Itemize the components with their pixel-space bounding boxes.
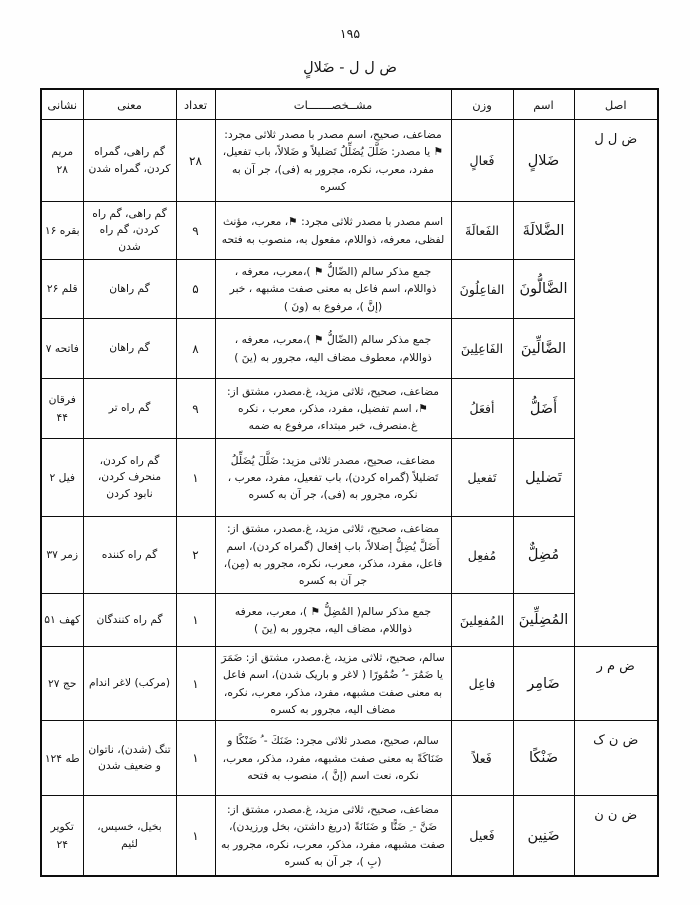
noun-cell: الضَّالُّونَ xyxy=(513,260,574,319)
meaning-cell: تنگ (شدن)، ناتوان و ضعيف شدن xyxy=(83,721,176,796)
pattern-cell: الفاعِلُونَ xyxy=(451,260,513,319)
pattern-cell: تَفعيل xyxy=(451,439,513,517)
count-cell: ۱ xyxy=(176,796,215,876)
table-row xyxy=(41,517,658,594)
count-cell: ۲ xyxy=(176,517,215,594)
pattern-cell: أفعَلُ xyxy=(451,379,513,439)
count-cell: ۲۸ xyxy=(176,120,215,202)
root-cell: ض ن ن xyxy=(574,796,658,876)
ref-cell: زمر ۳۷ xyxy=(41,517,83,594)
root-cell: ض ل ل xyxy=(574,120,658,647)
noun-cell: ضَنِين xyxy=(513,796,574,876)
meaning-cell: گم راه تر xyxy=(83,379,176,439)
noun-cell: ضَامِر xyxy=(513,647,574,721)
table-row xyxy=(41,647,658,721)
table-row xyxy=(41,319,658,379)
details-cell: سالم، صحيح، ثلاثى مزيد، غ.مصدر، مشتق از: ضَمَرَ يا ضَمُرَ - ُ ضُمُورًا ( لاغر و باريک شدن)، اسم فاعل به معنى صفت مشبهه، مفرد، مذكر، معرب، نكره، مضاف اليه، مجرور به كسره xyxy=(215,647,451,721)
pattern-cell: فاعِل xyxy=(451,647,513,721)
details-cell: سالم، صحيح، مصدر ثلاثى مجرد: ضَنَكَ - ُ ضَنْكًا و ضَنَاكَةً به معنى صفت مشبهه، مفرد، مذكر، معرب، نكره، نعت اسم (إنَّ )، منصوب به فتحه xyxy=(215,721,451,796)
header-asl: اصل xyxy=(574,89,658,120)
meaning-cell: گم راهان xyxy=(83,260,176,319)
noun-cell: مُضِلٌّ xyxy=(513,517,574,594)
count-cell: ۱ xyxy=(176,721,215,796)
page-title: ض ل ل - ضَلالٍ xyxy=(303,60,397,76)
concordance-table-wrap xyxy=(42,88,659,877)
details-cell: جمع مذكر سالم (الضّالُّ ⚑ )،معرب، معرفه ، ذواللام، اسم فاعل به معنى صفت مشبهه ، خبر (إنَّ )، مرفوع به (ونَ ) xyxy=(215,260,451,319)
header-mani: معنى xyxy=(83,89,176,120)
count-cell: ۵ xyxy=(176,260,215,319)
header-esm: اسم xyxy=(513,89,574,120)
meaning-cell: (مركب) لاغر اندام xyxy=(83,647,176,721)
details-cell: جمع مذكر سالم( المُضِلُّ ⚑ )، معرب، معرفه ذواللام، مضاف اليه، مجرور به (ينَ ) xyxy=(215,594,451,647)
pattern-cell: الفَعالَةَ xyxy=(451,202,513,260)
noun-cell: تَضليل xyxy=(513,439,574,517)
noun-cell: الضَّالِّينَ xyxy=(513,319,574,379)
pattern-cell: مُفعِل xyxy=(451,517,513,594)
count-cell: ۸ xyxy=(176,319,215,379)
table-row xyxy=(41,796,658,876)
meaning-cell: گم راهى، گمراه كردن، گمراه شدن xyxy=(83,120,176,202)
page-number: ۱۹۵ xyxy=(339,26,361,41)
details-cell: مضاعف، صحيح، مصدر ثلاثى مزيد: ضَلَّلَ يُضَلِّلُ تَضليلاً (گمراه كردن)، باب تفعيل، مفرد، معرب ، نكره، مجرور به (فى)، جر آن به كسره xyxy=(215,439,451,517)
noun-cell: المُضِلِّينَ xyxy=(513,594,574,647)
pattern-cell: المُفعِلينَ xyxy=(451,594,513,647)
meaning-cell: گم راهان xyxy=(83,319,176,379)
details-cell: مضاعف، صحيح، ثلاثى مزيد، غ.مصدر، مشتق از: ضَنَّ - ِ ضَنًّا و ضَنَانَةً (دريغ داشتن، بخل ورزيدن)، صفت مشبهه، مفرد، مذكر، معرب، نكره، مجرور به (بِ )، جر آن به كسره xyxy=(215,796,451,876)
noun-cell: أَضَلُّ xyxy=(513,379,574,439)
table-row xyxy=(41,594,658,647)
root-cell: ض ن ک xyxy=(574,721,658,796)
pattern-cell: فَعيل xyxy=(451,796,513,876)
ref-cell: بقره ۱۶ xyxy=(41,202,83,260)
concordance-table xyxy=(40,88,659,877)
ref-cell: فرقان ۴۴ xyxy=(41,379,83,439)
noun-cell: ضَنْكًا xyxy=(513,721,574,796)
pattern-cell: فَعلاً xyxy=(451,721,513,796)
header-vazn: وزن xyxy=(451,89,513,120)
meaning-cell: گم راه كنندگان xyxy=(83,594,176,647)
ref-cell: طه ۱۲۴ xyxy=(41,721,83,796)
pattern-cell: فَعالٍ xyxy=(451,120,513,202)
noun-cell: ضَلالٍ xyxy=(513,120,574,202)
meaning-cell: گم راه كردن، منحرف كردن، نابود كردن xyxy=(83,439,176,517)
header-neshani: نشانى xyxy=(41,89,83,120)
ref-cell: كهف ۵۱ xyxy=(41,594,83,647)
noun-cell: الضَّلالَةَ xyxy=(513,202,574,260)
meaning-cell: گم راهى، گم راه كردن، گم راه شدن xyxy=(83,202,176,260)
count-cell: ۱ xyxy=(176,594,215,647)
table-row xyxy=(41,260,658,319)
table-row xyxy=(41,379,658,439)
details-cell: جمع مذكر سالم (الضّالُّ ⚑ )،معرب، معرفه ، ذواللام، معطوف مضاف اليه، مجرور به (ينَ ) xyxy=(215,319,451,379)
details-cell: مضاعف، صحيح، ثلاثى مزيد، غ.مصدر، مشتق از: أَضَلَّ يُضِلُّ إضلالاً، باب إفعال (گمراه كردن)، اسم فاعل، مفرد، مذكر، معرب، نكره، مجرور به (مِن)، جر آن به كسره xyxy=(215,517,451,594)
root-cell: ض م ر xyxy=(574,647,658,721)
ref-cell: حج ۲۷ xyxy=(41,647,83,721)
ref-cell: فيل ۲ xyxy=(41,439,83,517)
count-cell: ۹ xyxy=(176,379,215,439)
meaning-cell: بخيل، خسيس، لئيم xyxy=(83,796,176,876)
meaning-cell: گم راه كننده xyxy=(83,517,176,594)
table-row xyxy=(41,439,658,517)
details-cell: اسم مصدر با مصدر ثلاثى مجرد: ⚑، معرب، مؤنث لفظى، معرفه، ذواللام، مفعول به، منصوب به فتحه xyxy=(215,202,451,260)
header-row xyxy=(41,89,658,120)
details-cell: مضاعف، صحيح، اسم مصدر با مصدر ثلاثى مجرد: ⚑ يا مصدر: ضَلَّلَ يُضَلِّلُ تَضليلاً و ضَلالاً، باب تفعيل، مفرد، معرب، نكره، مجرور به (فى)، جر آن به كسره xyxy=(215,120,451,202)
table-row xyxy=(41,202,658,260)
ref-cell: فاتحه ۷ xyxy=(41,319,83,379)
count-cell: ۱ xyxy=(176,439,215,517)
table-row xyxy=(41,120,658,202)
header-tedad: تعداد xyxy=(176,89,215,120)
header-moshakhasat: مشــخصـــــــات xyxy=(215,89,451,120)
count-cell: ۱ xyxy=(176,647,215,721)
table-row xyxy=(41,721,658,796)
ref-cell: قلم ۲۶ xyxy=(41,260,83,319)
count-cell: ۹ xyxy=(176,202,215,260)
pattern-cell: الفَاعِلِينَ xyxy=(451,319,513,379)
ref-cell: مريم ۲۸ xyxy=(41,120,83,202)
details-cell: مضاعف، صحيح، ثلاثى مزيد، غ.مصدر، مشتق از: ⚑، اسم تفضيل، مفرد، مذكر، معرب ، نكره غ.منصرف، خبر مبتداء، مرفوع به ضمه xyxy=(215,379,451,439)
ref-cell: تكوير ۲۴ xyxy=(41,796,83,876)
